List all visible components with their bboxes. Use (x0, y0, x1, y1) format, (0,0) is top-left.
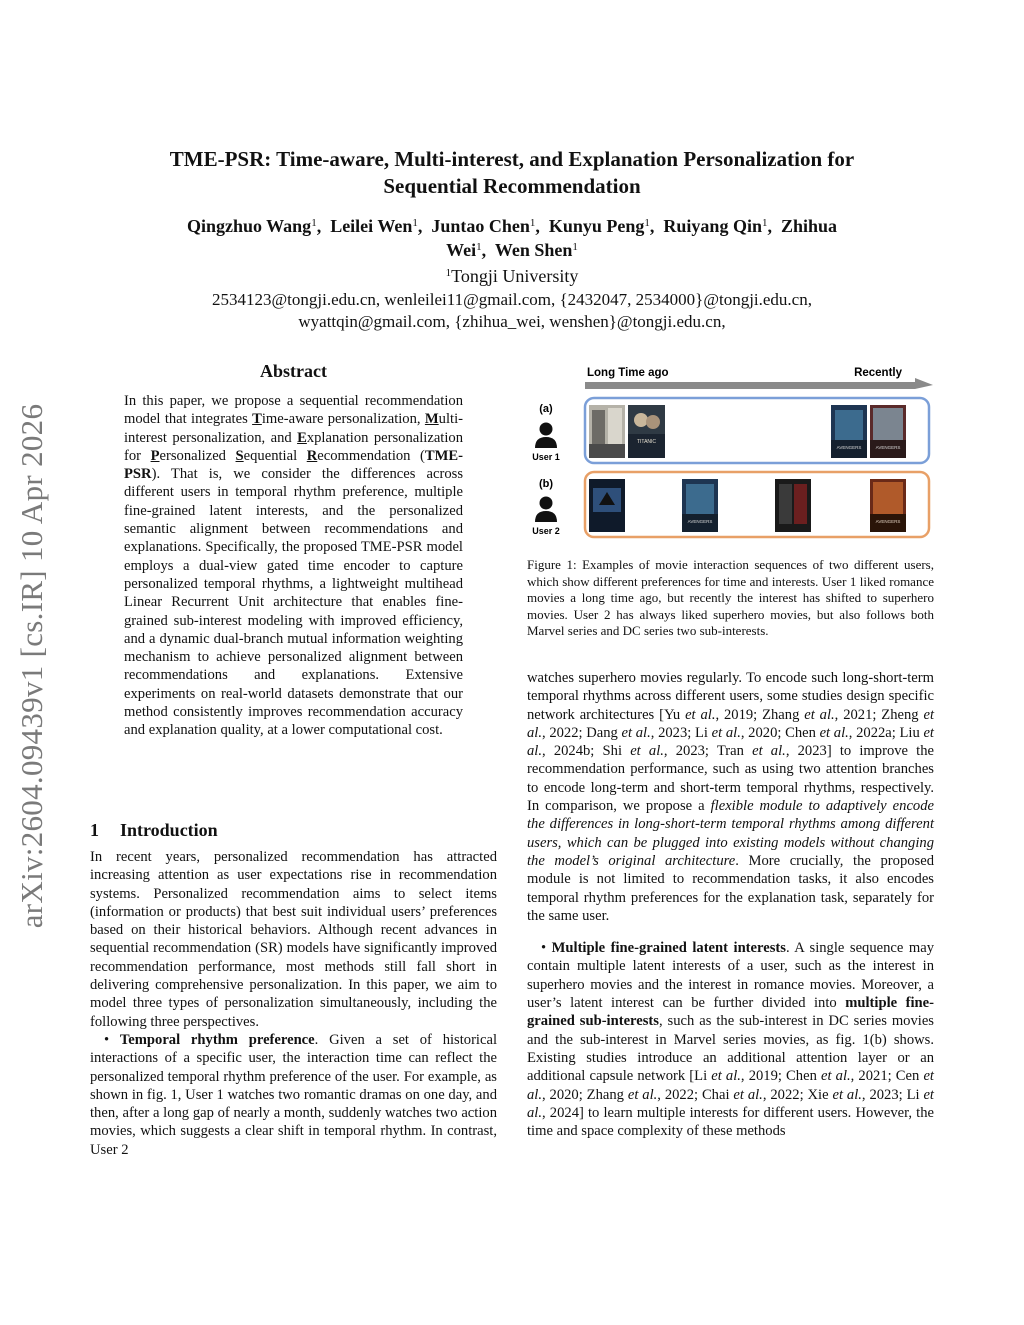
affil-mark: 1 (644, 217, 650, 229)
separator: , (316, 216, 322, 236)
abstract-body: In this paper, we propose a sequential recommendation model that integrates Time-aware personalization, Multi-interest personalization, and Explanation personalization for Personalized Sequential Recommendation (TME-PSR). That is, we consider the differences across different users in temporal rhythm preference, multiple fine-grained latent interests, and the personalized semantic alignment between recommendations and explanations. Specifically, the proposed TME-PSR model employs a dual-view gated time encoder to capture personalized temporal rhythms, a lightweight multihead Linear Recurrent Unit architecture that enables fine-grained sub-interest modeling with improved efficiency, and a dynamic dual-branch mutual information weighting mechanism to achieve personalized alignment between recommendations and explanations. Extensive experiments on real-world datasets demonstrate that our method consistently improves recommendation accuracy and explanation quality, at a lower computational cost. (124, 393, 464, 739)
title-line-1: TME-PSR: Time-aware, Multi-interest, and Explanation Personalization for (169, 147, 855, 171)
figure-1 (527, 360, 937, 552)
figure-1-caption: Figure 1: Examples of movie interaction sequences of two different users, which show different preferences for time and interests. User 1 liked romance movies a long time ago, but recently the interest has shifted to superhero movies. User 2 has always liked superhero movies, but also follows both Marvel series and DC series two sub-interests. (527, 557, 934, 638)
intro-paragraph-1: In recent years, personalized recommendation has attracted increasing attention as user expectations rise in recommendation systems. Personalized recommendation aims to select items (information or products) that best suit individual users’ preferences based on their historical behaviors. Although recent advances in sequential recommendation (SR) models have significantly improved recommendation performance, most methods still fall short in delivering comprehensive personalization. In this paper, we aim to model three types of personalization simultaneously, including the following three perspectives. (90, 849, 497, 1030)
user-2-label: User 2 (532, 526, 560, 536)
poster-text: AVENGERS (687, 519, 713, 524)
poster-text: AVENGERS (875, 519, 901, 524)
row-label-a: (a) (539, 403, 553, 415)
section-title: Introduction (120, 820, 218, 840)
acronym-letter: E (297, 429, 307, 446)
affiliation-name: Tongji University (451, 266, 579, 286)
model-name: TME-PSR (124, 447, 464, 483)
affil-mark: 1 (445, 267, 452, 279)
label-recently: Recently (854, 367, 902, 379)
affil-mark: 1 (412, 217, 418, 229)
user-2-icon (535, 497, 557, 523)
row-label-b: (b) (538, 478, 554, 490)
timeline-arrow (585, 378, 933, 389)
acronym-letter: M (424, 411, 439, 428)
acronym-letter: T (252, 411, 262, 428)
right-column-body (527, 669, 934, 1140)
email-line-2: wyattqin@gmail.com, {zhihua_wei, wenshen}@tongji.edu.cn, (298, 312, 726, 331)
email-list (90, 289, 934, 333)
author-name: Leilei Wen (330, 216, 413, 236)
author-name: Zhihua (780, 216, 838, 236)
separator: , (767, 216, 772, 236)
poster-text: AVENGERS (875, 445, 901, 450)
abstract-heading: Abstract (260, 361, 327, 381)
affil-mark: 1 (572, 241, 578, 253)
section-heading-introduction (90, 820, 218, 841)
separator: , (535, 216, 540, 236)
user-1-icon (535, 423, 557, 449)
bullet-mark: • (104, 1031, 110, 1048)
title-line-2: Sequential Recommendation (383, 174, 641, 198)
poster-avengers-4 (870, 479, 906, 532)
bullet-heading: Temporal rhythm preference (119, 1031, 315, 1048)
author-list (90, 214, 934, 262)
affil-mark: 1 (529, 217, 536, 229)
figure-1-graphic (527, 360, 937, 552)
poster-avengers-3 (682, 479, 718, 532)
separator: , (417, 216, 423, 236)
paragraph-temporal-rhythms: watches superhero movies regularly. To encode such long-short-term temporal rhythms across different users, some studies design specific network architectures [Yu et al., 2019; Zhang et al., 2021; Zheng et al., 2022; Dang et al., 2023; Li et al., 2020; Chen et al., 2022a; Liu et al., 2024b; Shi et al., 2023; Tran et al., 2023] to improve the recommendation performance, such as using two attention branches to encode long-term and short-term temporal rhythms, respectively. In comparison, we propose a flexible module to adaptively encode the differences in long-short-term temporal rhythms among different users, which can be plugged into existing models without changing the model’s original architecture. More crucially, the proposed module is not limited to recommendation tasks, it also encodes temporal rhythm preferences for the explanation task, separately for the same user. (527, 670, 935, 924)
label-long-time-ago: Long Time ago (587, 367, 669, 379)
acronym-letter: P (150, 447, 160, 464)
poster-batman-superman (775, 479, 811, 532)
author-name: Kunyu Peng (548, 216, 645, 236)
intro-body (90, 848, 497, 1159)
affiliation (90, 265, 934, 287)
poster-dark-knight (589, 479, 625, 532)
email-line-1: 2534123@tongji.edu.cn, wenleilei11@gmail.com, {2432047, 2534000}@tongji.edu.cn, (212, 290, 812, 309)
paper-title (90, 146, 934, 200)
poster-romance-1 (589, 405, 625, 458)
author-name: Wen Shen (494, 240, 573, 260)
affil-mark: 1 (476, 241, 482, 253)
emphasis: multiple fine-grained sub-interests (527, 995, 934, 1030)
affil-mark: 1 (311, 217, 317, 229)
user-1-label: User 1 (532, 452, 560, 462)
bullet-multiple-interests: • Multiple fine-grained latent interests. A single sequence may contain multiple latent interests of a user, such as the interest in superhero movies and the interest in romance movies. Moreover, a user’s latent interest can be further divided into multiple fine-grained sub-interests, such as the sub-interest in DC series movies and the sub-interest in Marvel series movies, as fig. 1(b) shows. Existing studies introduce an additional attention layer or an additional capsule network [Li et al., 2019; Chen et al., 2021; Cen et al., 2020; Zhang et al., 2022; Chai et al., 2022; Xie et al., 2023; Li et al., 2024] to learn multiple interests for different users. However, the time and space complexity of these methods (527, 940, 934, 1140)
separator: , (649, 216, 655, 236)
poster-avengers-1 (831, 405, 867, 458)
arxiv-sidebar (12, 376, 52, 956)
poster-text: AVENGERS (836, 445, 862, 450)
poster-text: TITANIC (636, 439, 657, 445)
bullet-temporal-rhythm: • Temporal rhythm preference. Given a set of historical interactions of a specific user, the interaction time can reflect the personalized temporal rhythm preference of the user. For example, as shown in fig. 1, User 1 watches two romantic dramas on one day, and then, after a long gap of nearly a month, suddenly watches two action movies, which suggests a clear shift in temporal rhythm. In contrast, User 2 (90, 1031, 497, 1158)
poster-avengers-2 (870, 405, 906, 458)
acronym-letter: S (235, 447, 244, 464)
separator: , (481, 240, 487, 260)
emphasis: flexible module to adaptively encode the differences in long-short-term temporal rhythms among different users, which can be plugged into existing models without changing the model’s original architecture (527, 798, 934, 869)
author-name: Wei (446, 240, 477, 260)
author-name: Ruiyang Qin (663, 216, 762, 236)
author-name: Qingzhuo Wang (186, 216, 312, 236)
affil-mark: 1 (761, 217, 768, 229)
arxiv-identifier: arXiv:2604.09439v1 [cs.IR] 10 Apr 2026 (14, 403, 49, 929)
bullet-mark: • (541, 940, 547, 957)
author-name: Juntao Chen (431, 216, 530, 236)
section-number: 1 (90, 820, 99, 840)
poster-titanic (628, 405, 665, 458)
acronym-letter: R (306, 447, 318, 464)
bullet-heading: Multiple fine-grained latent interests (551, 940, 786, 957)
